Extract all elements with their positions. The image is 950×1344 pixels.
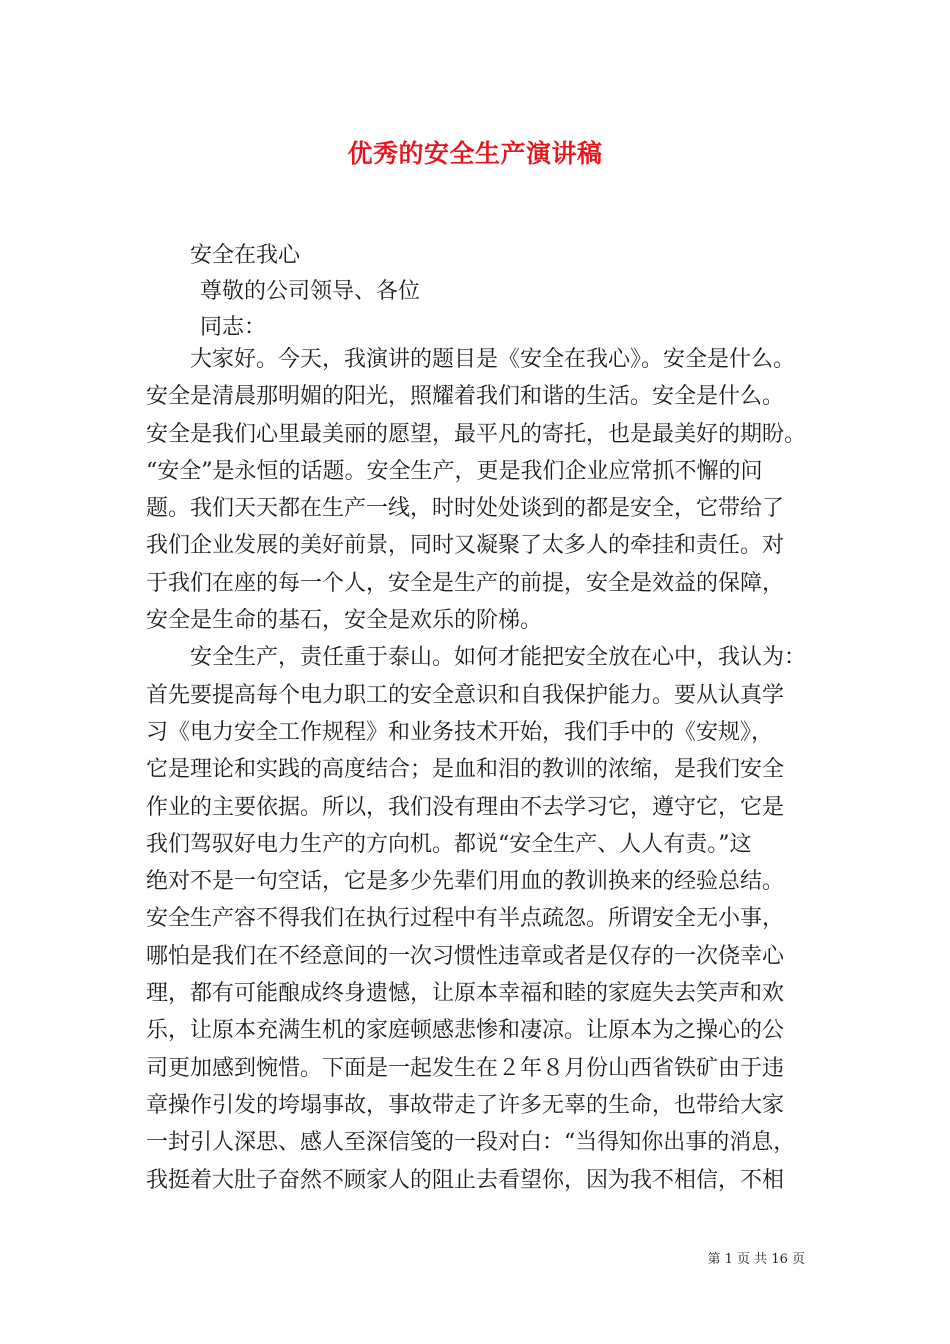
body-line: “安全”是永恒的话题。安全生产，更是我们企业应常抓不懈的问: [146, 458, 763, 484]
body-line: 哪怕是我们在不经意间的一次习惯性违章或者是仅存的一次侥幸心: [146, 943, 785, 969]
body-line: 安全生产容不得我们在执行过程中有半点疏忽。所谓安全无小事，: [146, 906, 785, 932]
body-line: 安全是清晨那明媚的阳光，照耀着我们和谐的生活。安全是什么。: [146, 384, 785, 410]
body-line: 作业的主要依据。所以，我们没有理由不去学习它，遵守它，它是: [146, 794, 785, 820]
body-line: 我们企业发展的美好前景，同时又凝聚了太多人的牵挂和责任。对: [146, 533, 785, 559]
body-line: 大家好。今天，我演讲的题目是《安全在我心》。安全是什么。: [146, 347, 796, 372]
document-title: 优秀的安全生产演讲稿: [347, 139, 603, 168]
speech-subtitle: 安全在我心: [190, 243, 301, 268]
body-line: 乐，让原本充满生机的家庭顿感悲惨和凄凉。让原本为之操心的公: [146, 1018, 785, 1044]
body-line: 理，都有可能酿成终身遗憾，让原本幸福和睦的家庭失去笑声和欢: [146, 981, 785, 1007]
speech-body: [146, 341, 811, 1199]
page-number-footer: 第 1 页 共 16 页: [707, 1252, 805, 1267]
body-line: 于我们在座的每一个人，安全是生产的前提，安全是效益的保障，: [146, 570, 785, 596]
body-line: 一封引人深思、感人至深信笺的一段对白：“当得知你出事的消息，: [146, 1130, 796, 1156]
body-line: 习《电力安全工作规程》和业务技术开始，我们手中的《安规》，: [146, 719, 774, 745]
body-line: 安全是生命的基石，安全是欢乐的阶梯。: [146, 608, 543, 634]
body-line: 司更加感到惋惜。下面是一起发生在２年８月份山西省铁矿由于违: [146, 1055, 785, 1081]
body-line: 它是理论和实践的高度结合；是血和泪的教训的浓缩，是我们安全: [146, 757, 785, 783]
body-line: 我挺着大肚子奋然不顾家人的阻止去看望你，因为我不相信，不相: [146, 1167, 785, 1193]
salutation-line-2: 同志：: [200, 315, 267, 340]
body-line: 安全生产，责任重于泰山。如何才能把安全放在心中，我认为：: [146, 645, 807, 671]
body-line: 章操作引发的垮塌事故，事故带走了许多无辜的生命，也带给大家: [146, 1092, 785, 1118]
body-line: 绝对不是一句空话，它是多少先辈们用血的教训换来的经验总结。: [146, 869, 785, 895]
body-line: 我们驾驭好电力生产的方向机。都说“安全生产、人人有责。”这: [146, 831, 752, 857]
body-line: 首先要提高每个电力职工的安全意识和自我保护能力。要从认真学: [146, 682, 785, 708]
body-line: 题。我们天天都在生产一线，时时处处谈到的都是安全，它带给了: [146, 496, 785, 522]
salutation-line-1: 尊敬的公司领导、各位: [200, 279, 421, 304]
body-line: 安全是我们心里最美丽的愿望，最平凡的寄托，也是最美好的期盼。: [146, 421, 807, 447]
